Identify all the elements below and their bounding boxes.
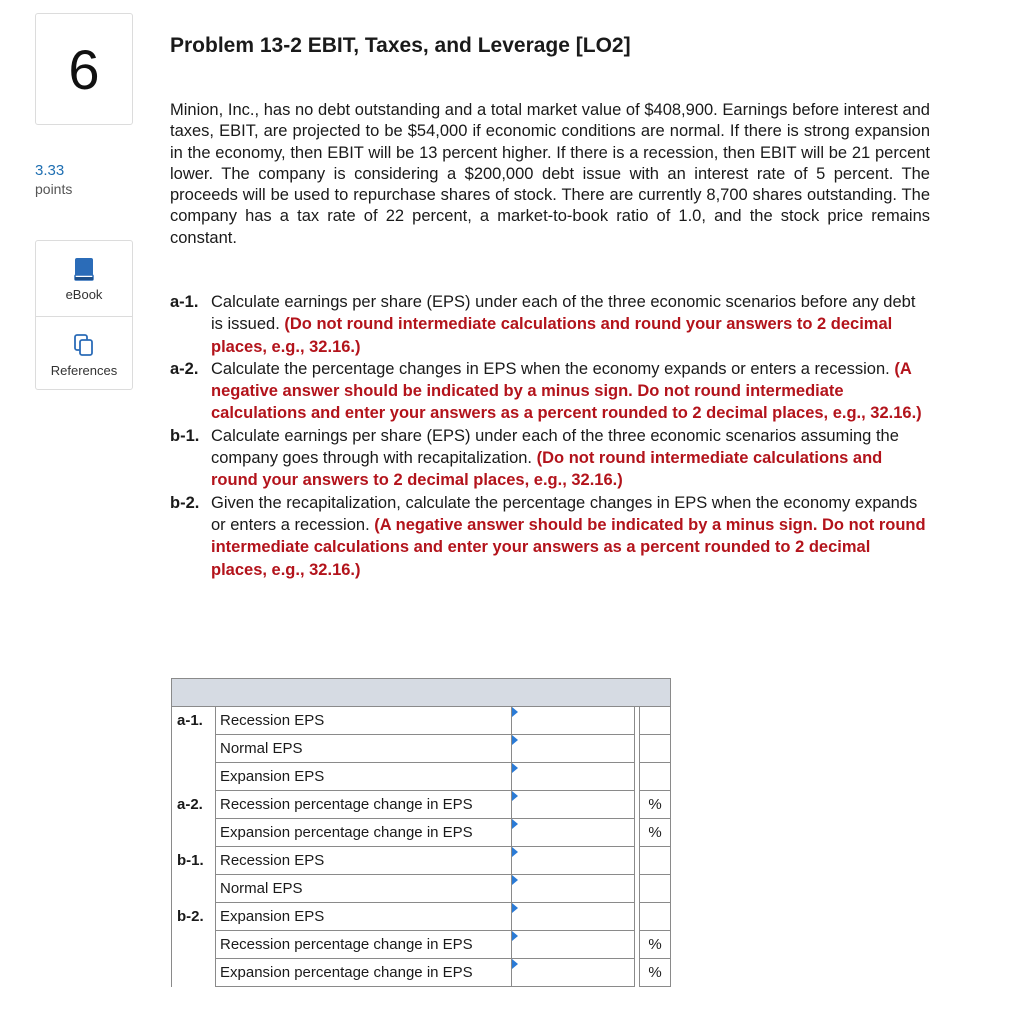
answer-row-description: Normal EPS [216, 875, 512, 903]
answer-input[interactable] [512, 735, 634, 762]
answer-cell [512, 819, 635, 847]
part-text: Calculate earnings per share (EPS) under each of the three economic scenarios assuming the company goes through with recapitalization. [211, 426, 899, 468]
answer-flag-icon [512, 931, 518, 941]
answer-cell [512, 707, 635, 735]
answer-flag-icon [512, 763, 518, 773]
answer-row-description: Recession EPS [216, 707, 512, 735]
points-value: 3.33 [35, 162, 65, 179]
answer-row-description: Expansion percentage change in EPS [216, 819, 512, 847]
answer-row-label: b-2. [172, 903, 216, 931]
part-label: a-2. [170, 359, 199, 378]
answer-table [171, 678, 671, 987]
answer-flag-icon [512, 875, 518, 885]
answer-unit: % [640, 931, 671, 959]
part-text: Calculate the percentage changes in EPS when the economy expands or enters a recession. [211, 359, 890, 378]
answer-flag-icon [512, 903, 518, 913]
part-instruction: (Do not round intermediate calculations and round your answers to 2 decimal places, e.g., 32.16.) [211, 449, 883, 490]
answer-row-label [172, 819, 216, 847]
ebook-label: eBook [65, 287, 103, 302]
answer-row-description: Expansion percentage change in EPS [216, 959, 512, 987]
answer-flag-icon [512, 735, 518, 745]
references-icon [73, 333, 95, 357]
answer-cell [512, 959, 635, 987]
answer-input[interactable] [512, 903, 634, 930]
answer-flag-icon [512, 819, 518, 829]
problem-paragraph: Minion, Inc., has no debt outstanding and a total market value of $408,900. Earnings before interest and taxes, EBIT, are projected to be $54,000 if economic conditions are normal. If there is strong expansion in the economy, then EBIT will be 13 percent higher. If there is a recession, then EBIT will be 21 percent lower. The company is considering a $200,000 debt issue with an interest rate of 5 percent. The proceeds will be used to repurchase shares of stock. There are currently 8,700 shares outstanding. The company has a tax rate of 22 percent, a market-to-book ratio of 1.0, and the stock price remains constant. [170, 101, 930, 247]
answer-unit: % [640, 959, 671, 987]
answer-table-header [172, 679, 671, 707]
part-a1 [170, 291, 930, 358]
part-label: b-2. [170, 493, 200, 512]
answer-input[interactable] [512, 875, 634, 902]
answer-row-description: Recession percentage change in EPS [216, 931, 512, 959]
answer-input[interactable] [512, 819, 634, 846]
part-instruction: (Do not round intermediate calculations and round your answers to 2 decimal places, e.g., 32.16.) [211, 315, 893, 356]
answer-flag-icon [512, 791, 518, 801]
part-b2 [170, 492, 930, 581]
answer-input[interactable] [512, 959, 634, 986]
answer-flag-icon [512, 707, 518, 717]
answer-cell [512, 875, 635, 903]
part-b1 [170, 425, 930, 492]
answer-unit [640, 875, 671, 903]
answer-row-description: Recession EPS [216, 847, 512, 875]
answer-row-label [172, 931, 216, 959]
answer-unit: % [640, 819, 671, 847]
points-label: points [35, 181, 73, 197]
answer-row [172, 903, 671, 931]
answer-row-description: Expansion EPS [216, 763, 512, 791]
answer-input[interactable] [512, 847, 634, 874]
answer-row-description: Expansion EPS [216, 903, 512, 931]
answer-row-label [172, 763, 216, 791]
answer-cell [512, 791, 635, 819]
answer-input[interactable] [512, 707, 634, 734]
ebook-button[interactable] [36, 241, 132, 316]
answer-cell [512, 847, 635, 875]
answer-flag-icon [512, 847, 518, 857]
answer-cell [512, 763, 635, 791]
answer-input[interactable] [512, 931, 634, 958]
answer-row [172, 707, 671, 735]
answer-input[interactable] [512, 791, 634, 818]
answer-row [172, 763, 671, 791]
answer-row-label: a-2. [172, 791, 216, 819]
answer-row [172, 959, 671, 987]
answer-unit [640, 735, 671, 763]
answer-cell [512, 735, 635, 763]
problem-parts [170, 291, 930, 581]
answer-unit: % [640, 791, 671, 819]
answer-row [172, 931, 671, 959]
answer-row [172, 819, 671, 847]
answer-row-label [172, 875, 216, 903]
part-label: b-1. [170, 426, 200, 445]
problem-title: Problem 13-2 EBIT, Taxes, and Leverage [LO2] [170, 34, 631, 57]
answer-unit [640, 763, 671, 791]
part-label: a-1. [170, 293, 199, 311]
answer-cell [512, 931, 635, 959]
ebook-icon [73, 257, 95, 281]
side-tools-panel [35, 240, 133, 390]
part-text: Calculate earnings per share (EPS) under each of the three economic scenarios before any debt is issued. [211, 293, 916, 334]
answer-row [172, 735, 671, 763]
answer-unit [640, 847, 671, 875]
part-instruction: (A negative answer should be indicated by a minus sign. Do not round intermediate calculations and enter your answers as a percent rounded to 2 decimal places, e.g., 32.16.) [211, 359, 922, 423]
question-number: 6 [35, 13, 133, 125]
answer-row [172, 847, 671, 875]
part-text: Given the recapitalization, calculate the percentage changes in EPS when the economy expands or enters a recession. [211, 493, 918, 534]
answer-row-description: Recession percentage change in EPS [216, 791, 512, 819]
part-a2 [170, 358, 930, 425]
answer-row [172, 875, 671, 903]
answer-unit [640, 903, 671, 931]
answer-row-label [172, 959, 216, 987]
answer-row-label [172, 735, 216, 763]
answer-input[interactable] [512, 763, 634, 790]
references-label: References [50, 363, 118, 378]
answer-unit [640, 707, 671, 735]
part-instruction: (A negative answer should be indicated by a minus sign. Do not round intermediate calculations and enter your answers as a percent rounded to 2 decimal places, e.g., 32.16.) [211, 515, 926, 579]
answer-row [172, 791, 671, 819]
answer-cell [512, 903, 635, 931]
points-info [35, 162, 72, 198]
answer-row-label: a-1. [172, 707, 216, 735]
answer-row-description: Normal EPS [216, 735, 512, 763]
answer-flag-icon [512, 959, 518, 969]
answer-row-label: b-1. [172, 847, 216, 875]
references-button[interactable] [36, 316, 132, 391]
